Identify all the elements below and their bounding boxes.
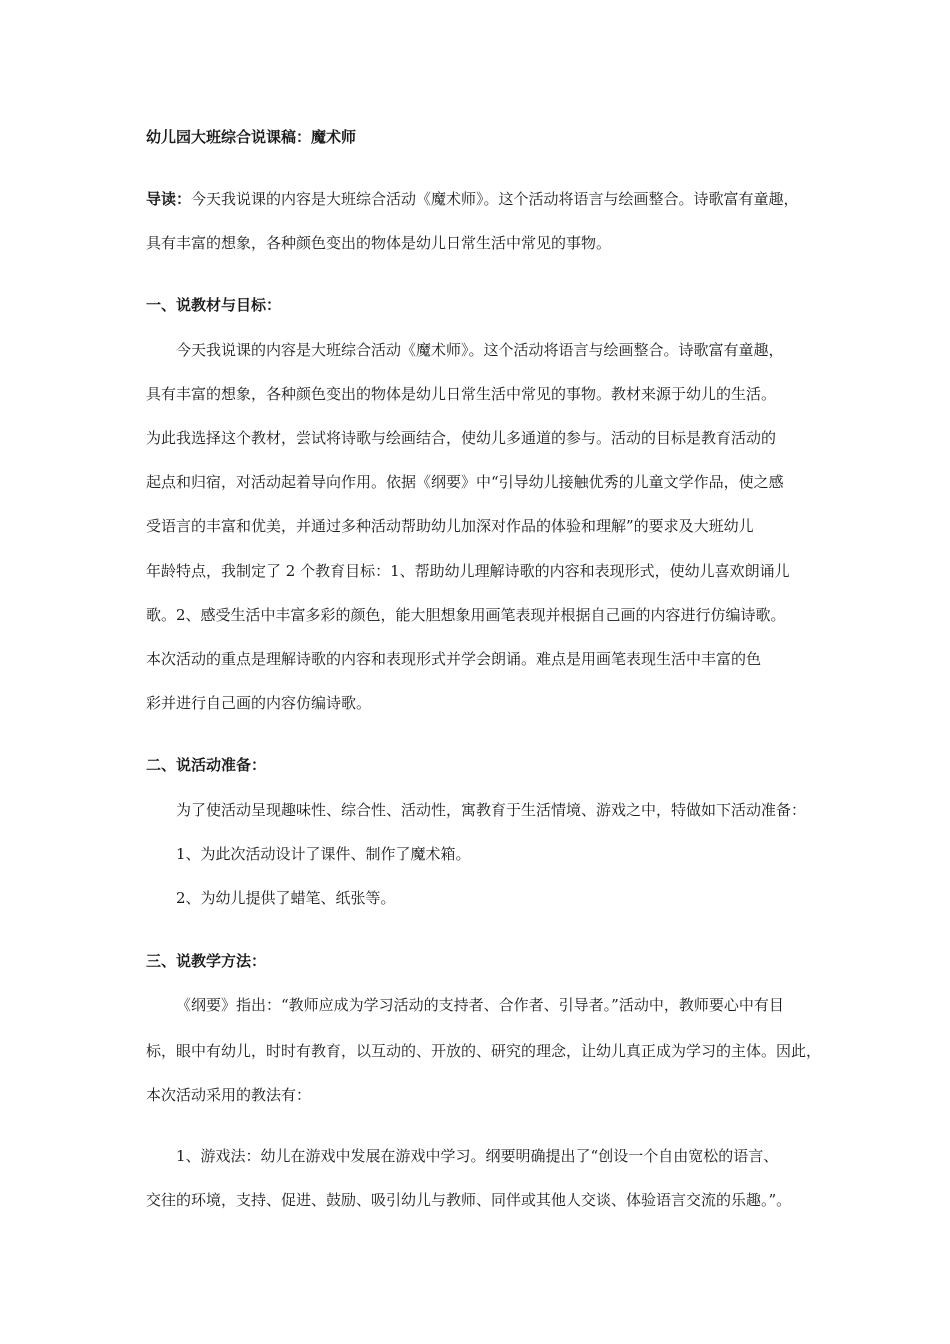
paragraph-line: 本次活动的重点是理解诗歌的内容和表现形式并学会朗诵。难点是用画笔表现生活中丰富的色: [146, 650, 762, 668]
paragraph-line: 起点和归宿，对活动起着导向作用。依据《纲要》中“引导幼儿接触优秀的儿童文学作品，使之感: [146, 473, 784, 491]
paragraph-line: 本次活动采用的教法有：: [146, 1086, 312, 1104]
list-item: 2、为幼儿提供了蜡笔、纸张等。: [176, 889, 396, 907]
document-title: 幼儿园大班综合说课稿：魔术师: [146, 128, 357, 146]
intro-text: 今天我说课的内容是大班综合活动《魔术师》。这个活动将语言与绘画整合。诗歌富有童趣，: [191, 190, 799, 208]
paragraph-line: 彩并进行自己画的内容仿编诗歌。: [146, 694, 372, 712]
paragraph-line: 交往的环境，支持、促进、鼓励、吸引幼儿与教师、同伴或其他人交谈、体验语言交流的乐趣。”。: [146, 1191, 792, 1209]
paragraph-line: 为此我选择这个教材，尝试将诗歌与绘画结合，使幼儿多通道的参与。活动的目标是教育活动的: [146, 429, 777, 447]
intro-line: [146, 189, 799, 209]
paragraph-line: 受语言的丰富和优美，并通过多种活动帮助幼儿加深对作品的体验和理解”的要求及大班幼儿: [146, 517, 754, 535]
paragraph-line: 《纲要》指出：“教师应成为学习活动的支持者、合作者、引导者。”活动中，教师要心中有目: [176, 996, 784, 1014]
paragraph-line: 歌。2、感受生活中丰富多彩的颜色，能大胆想象用画笔表现并根据自己画的内容进行仿编诗歌。: [146, 606, 786, 624]
paragraph-line: 今天我说课的内容是大班综合活动《魔术师》。这个活动将语言与绘画整合。诗歌富有童趣，: [176, 341, 784, 359]
paragraph-line: 为了使活动呈现趣味性、综合性、活动性，寓教育于生活情境、游戏之中，特做如下活动准备：: [176, 801, 807, 819]
intro-line: 具有丰富的想象，各种颜色变出的物体是幼儿日常生活中常见的事物。: [146, 234, 612, 252]
section-heading-materials-goals: 一、说教材与目标：: [146, 296, 282, 314]
paragraph-line: 年龄特点，我制定了 2 个教育目标：1、帮助幼儿理解诗歌的内容和表现形式，使幼儿喜欢朗诵儿: [146, 562, 790, 580]
list-item: 1、为此次活动设计了课件、制作了魔术箱。: [176, 845, 471, 863]
paragraph-line: 具有丰富的想象，各种颜色变出的物体是幼儿日常生活中常见的事物。教材来源于幼儿的生活。: [146, 385, 777, 403]
list-item: 1、游戏法：幼儿在游戏中发展在游戏中学习。纲要明确提出了“创设一个自由宽松的语言、: [176, 1147, 779, 1165]
section-heading-methods: 三、说教学方法：: [146, 952, 267, 970]
paragraph-line: 标，眼中有幼儿，时时有教育，以互动的、开放的、研究的理念，让幼儿真正成为学习的主体。因此，: [146, 1042, 822, 1060]
section-heading-preparation: 二、说活动准备：: [146, 756, 267, 774]
intro-label: 导读：: [146, 190, 192, 208]
